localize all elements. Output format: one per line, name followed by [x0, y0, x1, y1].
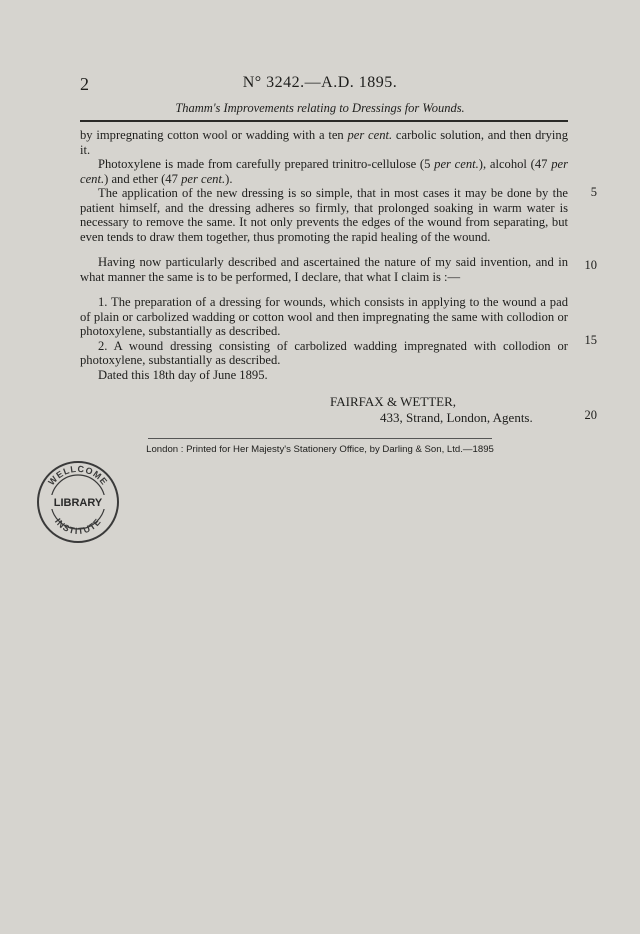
library-stamp-icon — [34, 458, 122, 546]
paragraph-4: Having now particularly described and ascertained the nature of my said invention, and in what manner the same is to be performed, I declare, that what I claim is :— — [80, 255, 568, 284]
paragraph-2: Photoxylene is made from carefully prepared trinitro-cellulose (5 per cent.), alcohol (47 per cent.) and ether (47 per cent.). — [80, 157, 568, 186]
printer-line: London : Printed for Her Majesty's Stationery Office, by Darling & Son, Ltd.—1895 — [146, 444, 494, 455]
running-title: Thamm's Improvements relating to Dressings for Wounds. — [175, 101, 465, 115]
claim-2: 2. A wound dressing consisting of carbolized wadding impregnated with collodion or photoxylene, substantially as described. — [80, 338, 568, 367]
dated-line: Dated this 18th day of June 1895. — [98, 367, 268, 382]
line-number-5: 5 — [590, 185, 597, 199]
signature-firm: FAIRFAX & WETTER, — [330, 394, 457, 409]
line-number-10: 10 — [584, 258, 597, 272]
header-rule — [80, 120, 568, 122]
body-text — [80, 128, 568, 382]
page-number: 2 — [80, 74, 89, 94]
printer-rule — [148, 438, 492, 439]
paragraph-3: The application of the new dressing is so simple, that in most cases it may be done by the patient himself, and the dressing adheres so firmly, that prolonged soaking in warm water is necessary to remove the same. It not only prevents the edges of the wound from separating, but even tends to draw them together, thus promoting the rapid healing of the wound. — [80, 186, 568, 244]
line-number-15: 15 — [584, 333, 597, 347]
svg-text:INSTITUTE: INSTITUTE — [52, 516, 104, 537]
stamp-label: LIBRARY — [53, 497, 103, 509]
patent-number: N° 3242.—A.D. 1895. — [242, 74, 398, 91]
line-number-20: 20 — [584, 408, 597, 422]
paragraph-1: by impregnating cotton wool or wadding with a ten per cent. carbolic solution, and then drying it. — [80, 128, 568, 157]
claim-1: 1. The preparation of a dressing for wounds, which consists in applying to the wound a pad of plain or carbolized wadding or cotton wool and then impregnating the same with collodion or photoxylene, substantially as described. — [80, 295, 568, 338]
signature-address: 433, Strand, London, Agents. — [380, 410, 533, 425]
svg-text:WELLCOME: WELLCOME — [46, 463, 110, 488]
